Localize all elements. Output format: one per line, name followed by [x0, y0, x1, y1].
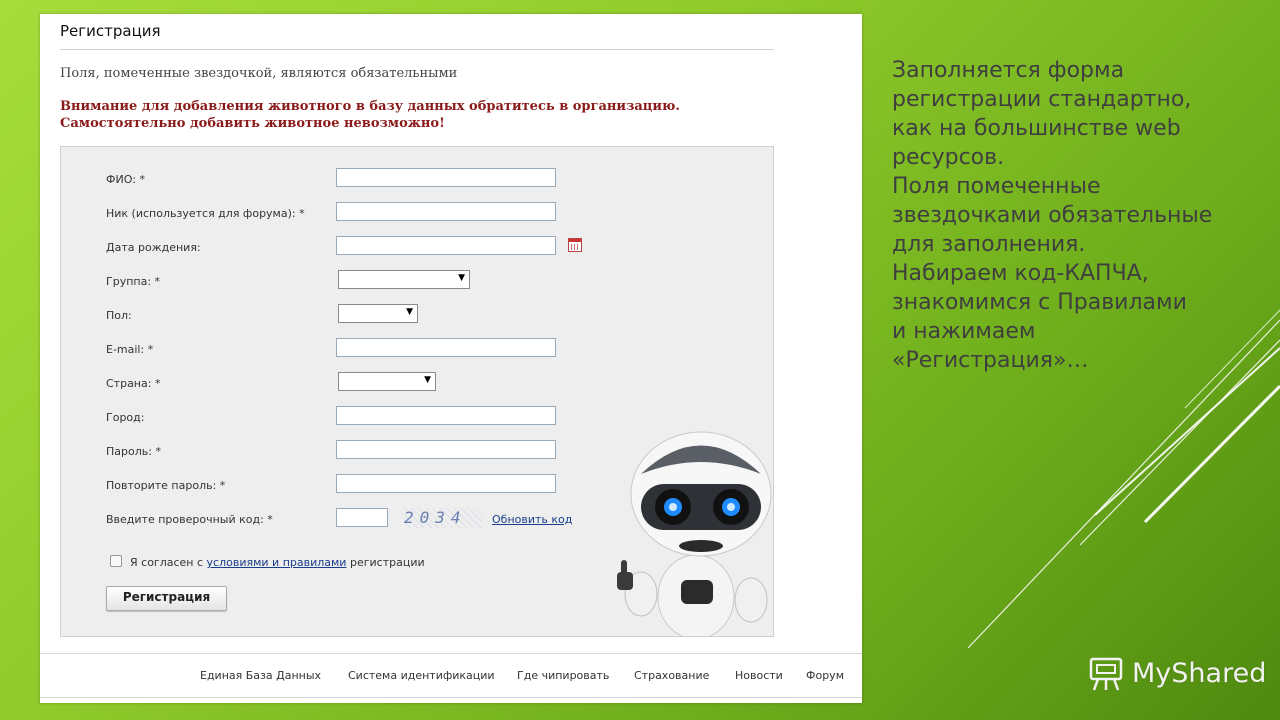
- registration-form: [60, 146, 774, 637]
- dropdown-arrow-icon: ▼: [424, 375, 431, 385]
- agree-terms: [110, 555, 425, 569]
- decorative-lines: [940, 300, 1280, 660]
- registration-screenshot: [40, 14, 862, 703]
- warning-line-1: Внимание для добавления животного в базу данных обратитесь в организацию.: [60, 99, 680, 114]
- fio-input[interactable]: [336, 168, 556, 187]
- nick-input[interactable]: [336, 202, 556, 221]
- email-input[interactable]: [336, 338, 556, 357]
- nick-label: Ник (используется для форума): *: [106, 207, 305, 220]
- gender-label: Пол:: [106, 309, 132, 322]
- footer-link[interactable]: Система идентификации: [348, 669, 495, 682]
- footer-link[interactable]: Форум: [806, 669, 844, 682]
- captcha-label: Введите проверочный код: *: [106, 513, 273, 526]
- register-button[interactable]: Регистрация: [106, 586, 227, 611]
- divider: [40, 697, 862, 698]
- footer-nav: [40, 669, 862, 689]
- description-line: и нажимаем: [892, 319, 1036, 344]
- description-line: регистрации стандартно,: [892, 87, 1192, 112]
- captcha-input[interactable]: [336, 508, 388, 527]
- description-line: ресурсов.: [892, 145, 1005, 170]
- refresh-captcha-link[interactable]: Обновить код: [492, 513, 573, 526]
- password-input[interactable]: [336, 440, 556, 459]
- watermark-text: MyShared: [1132, 658, 1267, 689]
- password-repeat-label: Повторите пароль: *: [106, 479, 226, 492]
- warning-message: [60, 98, 680, 132]
- description-line: как на большинстве web: [892, 116, 1181, 141]
- description-line: «Регистрация»…: [892, 348, 1089, 373]
- required-note: Поля, помеченные звездочкой, являются обязательными: [60, 66, 458, 81]
- description-line: Заполняется форма: [892, 58, 1125, 83]
- password-label: Пароль: *: [106, 445, 161, 458]
- group-select[interactable]: [338, 270, 470, 289]
- birth-label: Дата рождения:: [106, 241, 201, 254]
- description-line: для заполнения.: [892, 232, 1086, 257]
- description-line: знакомимся с Правилами: [892, 290, 1187, 315]
- description-line: Поля помеченные: [892, 174, 1101, 199]
- fio-label: ФИО: *: [106, 173, 146, 186]
- country-label: Страна: *: [106, 377, 161, 390]
- captcha-image: 2034: [404, 508, 482, 528]
- agree-suffix: регистрации: [349, 556, 425, 569]
- dropdown-arrow-icon: ▼: [458, 273, 465, 283]
- footer-link[interactable]: Где чипировать: [517, 669, 610, 682]
- presentation-board-icon: [1088, 656, 1124, 692]
- email-label: E-mail: *: [106, 343, 154, 356]
- description-line: Набираем код-КАПЧА,: [892, 261, 1149, 286]
- gender-select[interactable]: [338, 304, 418, 323]
- warning-line-2: Самостоятельно добавить животное невозможно!: [60, 116, 445, 131]
- footer-link[interactable]: Страхование: [634, 669, 710, 682]
- calendar-icon[interactable]: [568, 238, 582, 252]
- city-input[interactable]: [336, 406, 556, 425]
- group-label: Группа: *: [106, 275, 161, 288]
- description-line: звездочками обязательные: [892, 203, 1213, 228]
- agree-checkbox[interactable]: [110, 555, 122, 567]
- agree-prefix: Я согласен с: [130, 556, 204, 569]
- robot-illustration: [601, 422, 774, 637]
- footer-link[interactable]: Новости: [735, 669, 783, 682]
- city-label: Город:: [106, 411, 145, 424]
- birth-date-input[interactable]: [336, 236, 556, 255]
- divider: [40, 653, 862, 654]
- page-title: Регистрация: [60, 22, 161, 40]
- dropdown-arrow-icon: ▼: [406, 307, 413, 317]
- divider: [60, 49, 774, 50]
- country-select[interactable]: [338, 372, 436, 391]
- password-repeat-input[interactable]: [336, 474, 556, 493]
- footer-link[interactable]: Единая База Данных: [200, 669, 322, 682]
- terms-link[interactable]: условиями и правилами: [206, 556, 347, 569]
